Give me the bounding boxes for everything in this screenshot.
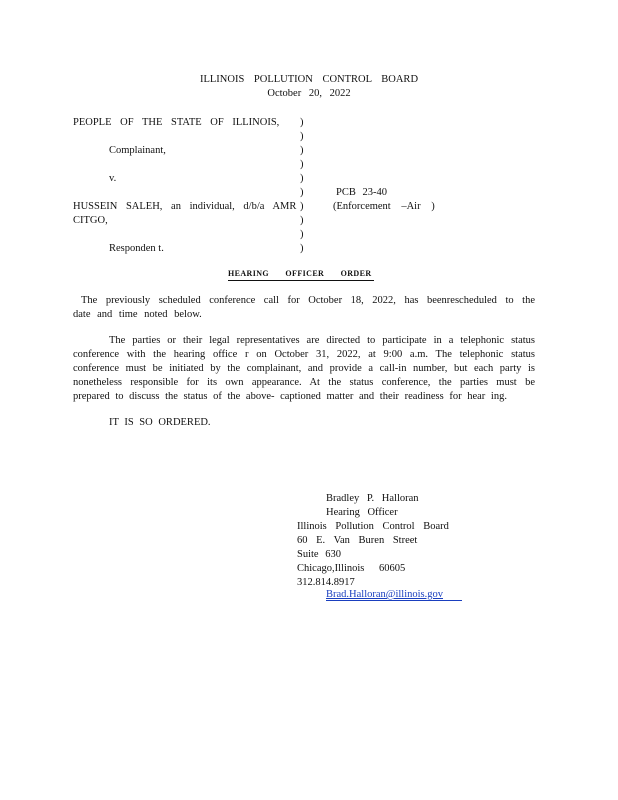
caption-paren: ) [300, 229, 304, 240]
order-title: HEARING OFFICER ORDER [228, 268, 374, 281]
caption-paren: ) [300, 159, 304, 170]
caption-paren: ) [300, 117, 304, 128]
caption-paren: ) [300, 187, 304, 198]
paragraph-directions: The parties or their legal representatives are directed to participate in a telephonic status conference with the hearing office r on October 31, 2022, at 9:00 a.m. The telephonic status conference must be initiated by the complainant, and provide a call-in number, but each party is nonetheless responsible for its own appearance. At the status conference, the parties must be prepared to discuss the status of the above- captioned matter and their readiness for hear ing. [73, 335, 535, 402]
caption-paren: ) [300, 145, 304, 156]
caption-parentheses [300, 116, 310, 256]
defendant-name-line2: CITGO, [73, 215, 108, 226]
defendant-name-line1: HUSSEIN SALEH, an individual, d/b/a AMR [73, 201, 297, 212]
signature-name: Bradley P. Halloran [326, 493, 419, 504]
respondent-label: Responden t. [109, 243, 164, 254]
so-ordered: IT IS SO ORDERED. [109, 417, 211, 428]
case-number: PCB 23-40 [336, 187, 387, 198]
case-type: (Enforcement –Air ) [333, 201, 435, 212]
caption-paren: ) [300, 243, 304, 254]
signature-organization: Illinois Pollution Control Board [297, 521, 449, 532]
email-underline [326, 600, 462, 601]
caption-paren: ) [300, 173, 304, 184]
plaintiff-name: PEOPLE OF THE STATE OF ILLINOIS, [73, 117, 280, 128]
versus-label: v. [109, 173, 117, 184]
paragraph-reschedule: The previously scheduled conference call for October 18, 2022, has beenrescheduled to the date and time noted below. [73, 295, 535, 320]
signature-phone: 312.814.8917 [297, 577, 355, 588]
caption-paren: ) [300, 215, 304, 226]
signature-city: Chicago,Illinois 60605 [297, 563, 406, 574]
signature-suite: Suite 630 [297, 549, 341, 560]
board-heading: ILLINOIS POLLUTION CONTROL BOARD [199, 74, 419, 85]
signature-title: Hearing Officer [326, 507, 398, 518]
signature-street: 60 E. Van Buren Street [297, 535, 418, 546]
signature-email-link[interactable]: Brad.Halloran@illinois.gov [326, 589, 443, 600]
caption-paren: ) [300, 201, 304, 212]
complainant-label: Complainant, [109, 145, 166, 156]
document-date: October 20, 2022 [267, 88, 351, 99]
caption-paren: ) [300, 131, 304, 142]
